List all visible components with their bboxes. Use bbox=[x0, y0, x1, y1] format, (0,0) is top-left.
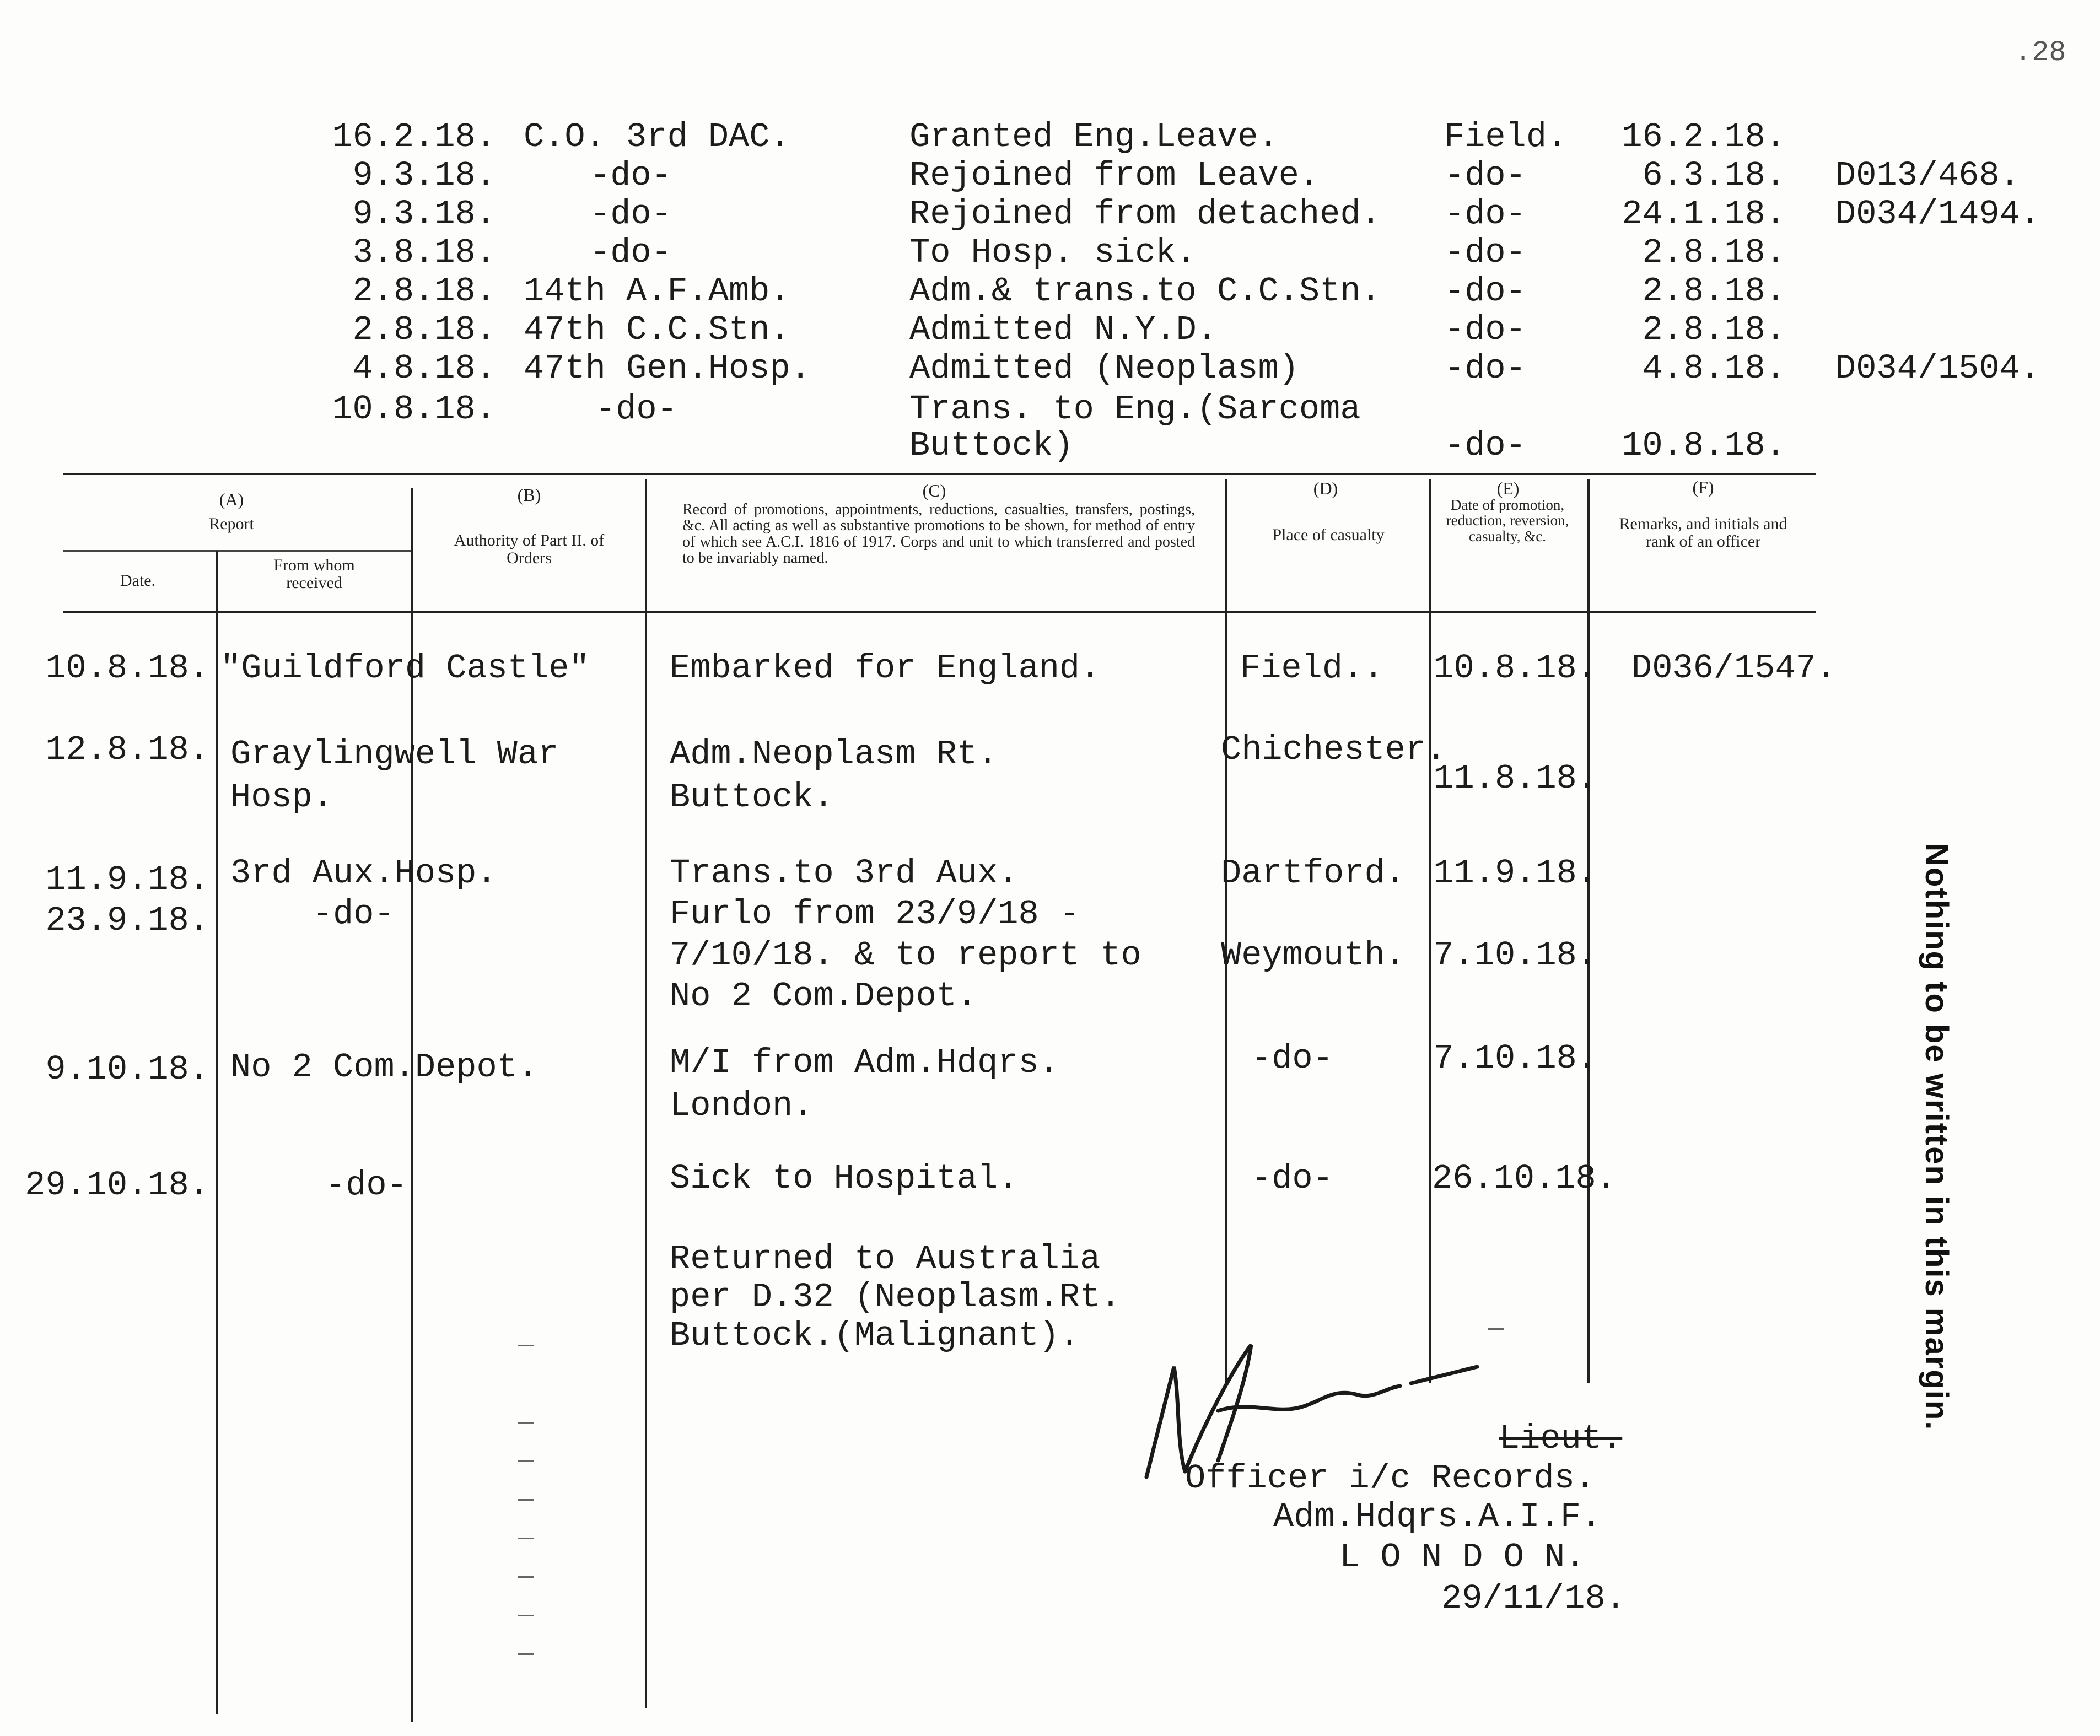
col-b-title: Authority of Part II. of Orders bbox=[454, 531, 605, 567]
entry-reference: D034/1504. bbox=[1835, 349, 2041, 388]
entry-date: 3.8.18. bbox=[352, 233, 496, 272]
row-place: Chichester. bbox=[1221, 730, 1447, 769]
row-place: -do- bbox=[1251, 1039, 1333, 1078]
entry-date: 2.8.18. bbox=[352, 272, 496, 311]
top-entry bbox=[0, 197, 2100, 236]
col-d-letter: (D) bbox=[1313, 478, 1338, 498]
col-c-title: Record of promotions, appointments, reductions, casualties, transfers, postings, &c. All acting as well as substantive promotions to be shown, for method of entry of which see A.C.I. 1816 of 1917. Corps and unit to which transferred and posted to be invariably named. bbox=[682, 501, 1195, 567]
dash-mark bbox=[518, 1576, 534, 1578]
dash-mark bbox=[518, 1615, 534, 1616]
dash-mark bbox=[518, 1653, 534, 1655]
col-d-title: Place of casualty bbox=[1272, 526, 1385, 544]
entry-nature: Buttock) bbox=[909, 426, 1074, 465]
row-record: Adm.Neoplasm Rt. Buttock. bbox=[670, 735, 998, 817]
row-date: 29.10.18. bbox=[25, 1166, 209, 1205]
top-entry bbox=[0, 349, 2100, 390]
entry-source: 47th Gen.Hosp. bbox=[524, 349, 811, 388]
row-date: 12.8.18. bbox=[45, 730, 209, 769]
row-place: Dartford. Weymouth. bbox=[1221, 854, 1406, 975]
col-e-letter: (E) bbox=[1496, 478, 1520, 498]
row-source: No 2 Com.Depot. bbox=[230, 1048, 539, 1087]
table-row bbox=[0, 853, 2100, 1016]
row-source: "Guildford Castle" bbox=[220, 649, 590, 688]
entry-casualty-date: 2.8.18. bbox=[1642, 272, 1786, 311]
entry-casualty-date: 24.1.18. bbox=[1622, 195, 1786, 234]
entry-place: -do- bbox=[1444, 195, 1526, 234]
entry-date: 2.8.18. bbox=[352, 310, 496, 349]
top-entry bbox=[0, 156, 2100, 197]
dash-mark bbox=[518, 1499, 534, 1501]
entry-reference: D013/468. bbox=[1835, 156, 2020, 195]
col-a-letter: (A) bbox=[219, 489, 244, 509]
entry-date: 10.8.18. bbox=[332, 390, 496, 429]
entry-nature: Rejoined from Leave. bbox=[909, 156, 1320, 195]
margin-note: Nothing to be written in this margin. bbox=[1919, 843, 1954, 1431]
entry-place: -do- bbox=[1444, 426, 1526, 465]
entry-date: 16.2.18. bbox=[332, 117, 496, 157]
signature-city: L O N D O N. bbox=[1339, 1538, 1586, 1577]
entry-nature: Trans. to Eng.(Sarcoma bbox=[909, 390, 1361, 429]
signature-rank: Lieut. bbox=[1499, 1419, 1623, 1458]
row-remark: D036/1547. bbox=[1631, 649, 1837, 688]
dash-mark bbox=[518, 1345, 534, 1346]
col-a-title: Report bbox=[209, 515, 254, 533]
row-casualty-date: 7.10.18. bbox=[1433, 1039, 1597, 1078]
col-a-date-label: Date. bbox=[120, 572, 156, 590]
top-entry bbox=[0, 274, 2100, 313]
entry-source: -do- bbox=[595, 390, 677, 429]
entry-casualty-date: 6.3.18. bbox=[1642, 156, 1786, 195]
signature-office: Adm.Hdqrs.A.I.F. bbox=[1273, 1497, 1602, 1536]
top-entry bbox=[0, 233, 2100, 274]
entry-casualty-date: 2.8.18. bbox=[1642, 233, 1786, 272]
entry-source: -do- bbox=[590, 233, 672, 272]
row-source: 3rd Aux.Hosp. -do- bbox=[230, 854, 497, 934]
entry-source: 14th A.F.Amb. bbox=[524, 272, 790, 311]
dash-mark bbox=[518, 1422, 534, 1424]
top-entry bbox=[0, 392, 2100, 431]
entry-nature: Granted Eng.Leave. bbox=[909, 117, 1279, 157]
entry-source: -do- bbox=[590, 156, 672, 195]
row-date: 11.9.18. 23.9.18. bbox=[45, 860, 209, 941]
entry-place: -do- bbox=[1444, 272, 1526, 311]
col-divider bbox=[216, 551, 218, 1714]
col-e-title: Date of promotion, reduction, reversion, casualty, &c. bbox=[1446, 497, 1569, 544]
row-record: Trans.to 3rd Aux. Furlo from 23/9/18 - 7/10/18. & to report to No 2 Com.Depot. bbox=[670, 854, 1141, 1016]
row-record: Embarked for England. bbox=[670, 649, 1101, 688]
entry-nature: Admitted (Neoplasm) bbox=[909, 349, 1299, 388]
entry-place: -do- bbox=[1444, 310, 1526, 349]
table-top-rule bbox=[63, 473, 1816, 475]
col-c-letter: (C) bbox=[922, 481, 946, 500]
table-row bbox=[0, 1159, 2100, 1206]
top-entry bbox=[0, 426, 2100, 467]
row-date: 10.8.18. bbox=[45, 649, 209, 688]
row-casualty-date: 10.8.18. bbox=[1433, 649, 1597, 688]
row-date: 9.10.18. bbox=[45, 1050, 209, 1089]
table-row bbox=[0, 651, 2100, 696]
signature-date: 29/11/18. bbox=[1441, 1579, 1626, 1618]
entry-nature: Adm.& trans.to C.C.Stn. bbox=[909, 272, 1381, 311]
row-record: Sick to Hospital. bbox=[670, 1159, 1019, 1198]
entry-place: -do- bbox=[1444, 349, 1526, 388]
top-entry bbox=[0, 310, 2100, 352]
report-subrule bbox=[63, 550, 411, 552]
row-source: Graylingwell War Hosp. bbox=[230, 735, 559, 817]
col-a-from-label: From whom received bbox=[273, 556, 355, 592]
page-number: .28 bbox=[2015, 36, 2066, 69]
entry-place: -do- bbox=[1444, 156, 1526, 195]
row-casualty-date: 11.9.18. 7.10.18. bbox=[1433, 854, 1597, 975]
row-place: -do- bbox=[1251, 1159, 1333, 1198]
entry-source: C.O. 3rd DAC. bbox=[524, 117, 790, 157]
dash-mark bbox=[1488, 1328, 1504, 1330]
entry-date: 9.3.18. bbox=[352, 156, 496, 195]
table-row bbox=[0, 1039, 2100, 1125]
entry-nature: Rejoined from detached. bbox=[909, 195, 1381, 234]
entry-date: 4.8.18. bbox=[352, 349, 496, 388]
row-casualty-date: 11.8.18. bbox=[1433, 759, 1597, 798]
entry-casualty-date: 4.8.18. bbox=[1642, 349, 1786, 388]
table-row bbox=[0, 1240, 2100, 1361]
top-entry bbox=[0, 117, 2100, 159]
col-b-letter: (B) bbox=[517, 485, 541, 505]
row-record: M/I from Adm.Hdqrs. London. bbox=[670, 1043, 1059, 1125]
dash-mark bbox=[518, 1538, 534, 1539]
row-casualty-date: 26.10.18. bbox=[1432, 1159, 1617, 1198]
entry-casualty-date: 10.8.18. bbox=[1622, 426, 1786, 465]
entry-source: -do- bbox=[590, 195, 672, 234]
col-f-title: Remarks, and initials and rank of an officer bbox=[1619, 515, 1787, 551]
row-source: -do- bbox=[325, 1166, 407, 1205]
entry-nature: Admitted N.Y.D. bbox=[909, 310, 1218, 349]
entry-reference: D034/1494. bbox=[1835, 195, 2041, 234]
table-row bbox=[0, 730, 2100, 817]
entry-place: -do- bbox=[1444, 233, 1526, 272]
dash-mark bbox=[518, 1460, 534, 1462]
entry-casualty-date: 2.8.18. bbox=[1642, 310, 1786, 349]
header-bottom-rule bbox=[63, 611, 1816, 613]
row-place: Field.. bbox=[1240, 649, 1384, 688]
entry-casualty-date: 16.2.18. bbox=[1622, 117, 1786, 157]
entry-date: 9.3.18. bbox=[352, 195, 496, 234]
entry-nature: To Hosp. sick. bbox=[909, 233, 1197, 272]
entry-source: 47th C.C.Stn. bbox=[524, 310, 790, 349]
entry-place: Field. bbox=[1444, 117, 1568, 157]
col-f-letter: (F) bbox=[1692, 477, 1714, 497]
signature-title: Officer i/c Records. bbox=[1185, 1459, 1596, 1498]
row-record: Returned to Australia per D.32 (Neoplasm.Rt. Buttock.(Malignant). bbox=[670, 1239, 1121, 1355]
